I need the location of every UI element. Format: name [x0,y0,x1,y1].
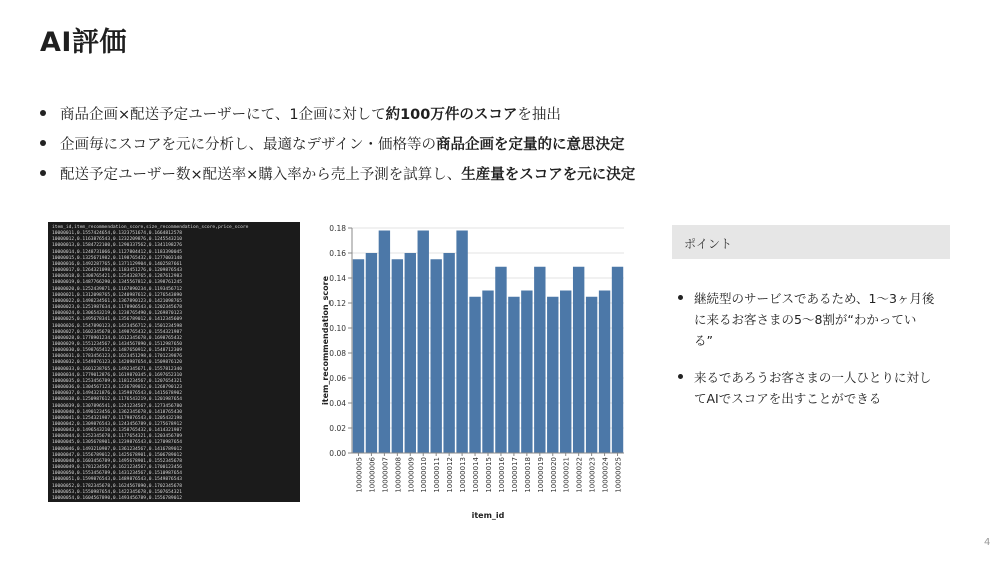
csv-row: 10000036,0.1304567123,0.1236789012,0.1268790123 [52,385,182,391]
x-tick-label: 10000007 [381,457,390,493]
csv-row: 10000030,0.1598765412,0.1487650912,0.1548712309 [52,348,182,354]
x-tick-label: 10000006 [368,457,377,493]
point-note [678,288,958,351]
x-tick-label: 10000008 [394,457,403,493]
csv-row: 10000031,0.1783456123,0.1623451298,0.1701239876 [52,354,182,360]
bar [418,231,429,454]
csv-row: 10000015,0.1325671982,0.1198765432,0.1277003148 [52,255,182,261]
bullet-dot-icon [40,170,46,176]
bar [495,267,506,453]
x-tick-label: 10000015 [485,457,493,493]
csv-row: 10000047,0.1556789012,0.1425678901,0.1506789012 [52,452,182,458]
x-tick-label: 10000017 [510,457,519,493]
x-tick-label: 10000025 [614,457,623,493]
point-note [678,367,958,409]
point-notes [678,288,958,425]
csv-row: 10000041,0.1254321987,0.1179876543,0.1205432198 [52,415,182,421]
x-axis-title: item_id [471,511,505,520]
bar [443,253,454,453]
x-tick-label: 10000018 [523,457,532,493]
point-panel-header: ポイント [672,225,950,259]
csv-row: 10000052,0.1782345678,0.1624567890,0.1702345678 [52,483,182,489]
bar [534,267,545,453]
x-tick-label: 10000014 [472,457,481,493]
x-tick-label: 10000012 [446,457,455,493]
page-number: 4 [984,537,991,548]
y-tick-label: 0.12 [329,299,346,308]
csv-row: 10000019,0.1487766290,0.1345567812,0.1398761245 [52,280,182,286]
y-tick-label: 0.06 [329,374,346,383]
bullet-item [40,158,800,188]
csv-row: 10000042,0.1309876543,0.1243456789,0.1275678912 [52,422,182,427]
bar [508,297,519,453]
csv-row: 10000012,0.1163876543,0.1232209876,0.1245543210 [52,237,182,243]
csv-row: 10000045,0.1305678901,0.1239876543,0.1270987654 [52,440,182,446]
bar [469,297,480,453]
csv-row: 10000048,0.1603456789,0.1495678901,0.1552345678 [52,458,182,464]
csv-rows [52,231,296,502]
csv-row: 10000021,0.1312098765,0.1240987612,0.1276543890 [52,292,182,298]
csv-row: 10000028,0.1778901234,0.1612345678,0.1698765432 [52,335,182,341]
bar [586,297,597,453]
csv-row: 10000051,0.1599876543,0.1489876543,0.1549876543 [52,477,182,483]
bar [353,259,364,453]
bullet-item [40,98,800,128]
chart-svg [316,218,632,526]
bar [430,259,441,453]
y-tick-label: 0.04 [329,399,346,408]
x-tick-label: 10000013 [459,457,468,493]
bar [366,253,377,453]
csv-row: 10000022,0.1498234561,0.1367890123,0.1421098765 [52,298,182,304]
csv-row: 10000032,0.1549876123,0.1420987654,0.1509876120 [52,360,182,366]
x-tick-label: 10000010 [420,457,429,493]
y-axis-title: item_recommendation_score [321,276,330,405]
bullet-dot-icon [678,295,683,300]
x-tick-label: 10000020 [549,457,558,493]
csv-row: 10000034,0.1779012876,0.1619870345,0.1697652310 [52,372,182,378]
csv-row: 10000016,0.1492287765,0.1371129904,0.1402587661 [52,261,182,267]
bar [379,231,390,454]
bar [573,267,584,453]
bullet-list [40,98,800,188]
y-tick-label: 0.02 [329,424,346,433]
csv-row: 10000038,0.1250987612,0.1176543219,0.1201987654 [52,397,182,403]
x-tick-label: 10000024 [601,457,610,493]
x-tick-label: 10000019 [536,457,545,493]
bar [547,297,558,453]
point-note-text: 来るであろうお客さまの一人ひとりに対し てAIでスコアを出すことができる [694,370,932,406]
csv-row: 10000011,0.1557424654,0.1323751674,0.1664812578 [52,231,182,237]
csv-row: 10000014,0.1248731066,0.1127804412,0.1183390045 [52,249,182,255]
csv-row: 10000043,0.1496543210,0.1358765432,0.1414321987 [52,428,182,434]
x-tick-label: 10000021 [562,457,571,493]
y-tick-label: 0.00 [329,449,346,458]
bullet-dot-icon [40,110,46,116]
bar [482,291,493,454]
x-tick-label: 10000016 [497,457,506,493]
csv-row: 10000035,0.1253456789,0.1181234567,0.1207654321 [52,378,182,384]
bullet-text: 商品企画×配送予定ユーザーにて、1企画に対して約100万件のスコアを抽出 [60,106,561,123]
bar [521,291,532,454]
x-tick-label: 10000005 [355,457,364,493]
bar [612,267,623,453]
csv-row: 10000020,0.1252439871,0.1167890234,0.1193456712 [52,286,182,292]
bullet-text: 企画毎にスコアを元に分析し、最適なデザイン・価格等の商品企画を定量的に意思決定 [60,136,625,153]
csv-row: 10000050,0.1553456789,0.1431234567,0.1510987654 [52,471,182,477]
y-tick-label: 0.16 [329,249,346,258]
x-tick-label: 10000022 [575,457,584,493]
csv-row: 10000037,0.1494321876,0.1359876543,0.1415678902 [52,391,182,397]
x-tick-label: 10000023 [588,457,597,493]
x-tick-label: 10000009 [407,457,416,493]
point-note-text: 継続型のサービスであるため、1〜3ヶ月後 に来るお客さまの5〜8割が“わかってい る” [694,291,935,348]
csv-row: 10000024,0.1306543219,0.1238765490,0.1269870123 [52,311,182,317]
score-bar-chart [316,218,632,526]
csv-row: 10000017,0.1264321098,0.1183451276,0.1209876543 [52,268,182,274]
csv-row: 10000053,0.1550987654,0.1422345678,0.1507654321 [52,489,182,495]
csv-row: 10000018,0.1308765421,0.1254328765,0.1287612983 [52,274,182,280]
csv-row: 10000046,0.1493210987,0.1361234567,0.1416789012 [52,446,182,452]
y-tick-label: 0.10 [329,324,346,333]
csv-row: 10000054,0.1604567890,0.1493456789,0.1556789012 [52,495,182,501]
csv-header: item_id,item_recommendation_score,size_recommendation_score,price_score [52,225,249,230]
csv-output-terminal [48,222,300,502]
csv-row: 10000039,0.1307896541,0.1241234567,0.1273456780 [52,403,182,409]
bullet-dot-icon [40,140,46,146]
y-tick-label: 0.14 [329,274,346,283]
csv-row: 10000013,0.1584722100,0.1290337562,0.1341198276 [52,243,182,249]
bar [560,291,571,454]
csv-row: 10000033,0.1601238765,0.1492345671,0.1557812340 [52,366,182,372]
csv-row: 10000026,0.1547890123,0.1423456712,0.1501234598 [52,323,182,329]
csv-row: 10000049,0.1781234567,0.1621234567,0.1700123456 [52,465,182,471]
bar [456,231,467,454]
csv-row: 10000029,0.1551234567,0.1434567890,0.1512987650 [52,341,182,347]
bar [392,259,403,453]
y-tick-label: 0.18 [329,224,346,233]
bullet-dot-icon [678,374,683,379]
y-tick-label: 0.08 [329,349,346,358]
bullet-text: 配送予定ユーザー数×配送率×購入率から売上予測を試算し、生産量をスコアを元に決定 [60,166,636,183]
bullet-item [40,128,800,158]
csv-row: 10000040,0.1490123456,0.1362345678,0.1418765430 [52,409,182,415]
slide-title: AI評価 [40,27,127,58]
x-tick-label: 10000011 [433,457,442,493]
csv-row: 10000025,0.1495678341,0.1356789012,0.1412345609 [52,317,182,323]
csv-row: 10000044,0.1252345678,0.1177654321,0.1203456789 [52,434,182,440]
csv-row: 10000027,0.1602345678,0.1498765432,0.1554321987 [52,329,182,335]
csv-row: 10000023,0.1251987634,0.1178906543,0.1202345678 [52,305,182,311]
bar [405,253,416,453]
bar [599,291,610,454]
